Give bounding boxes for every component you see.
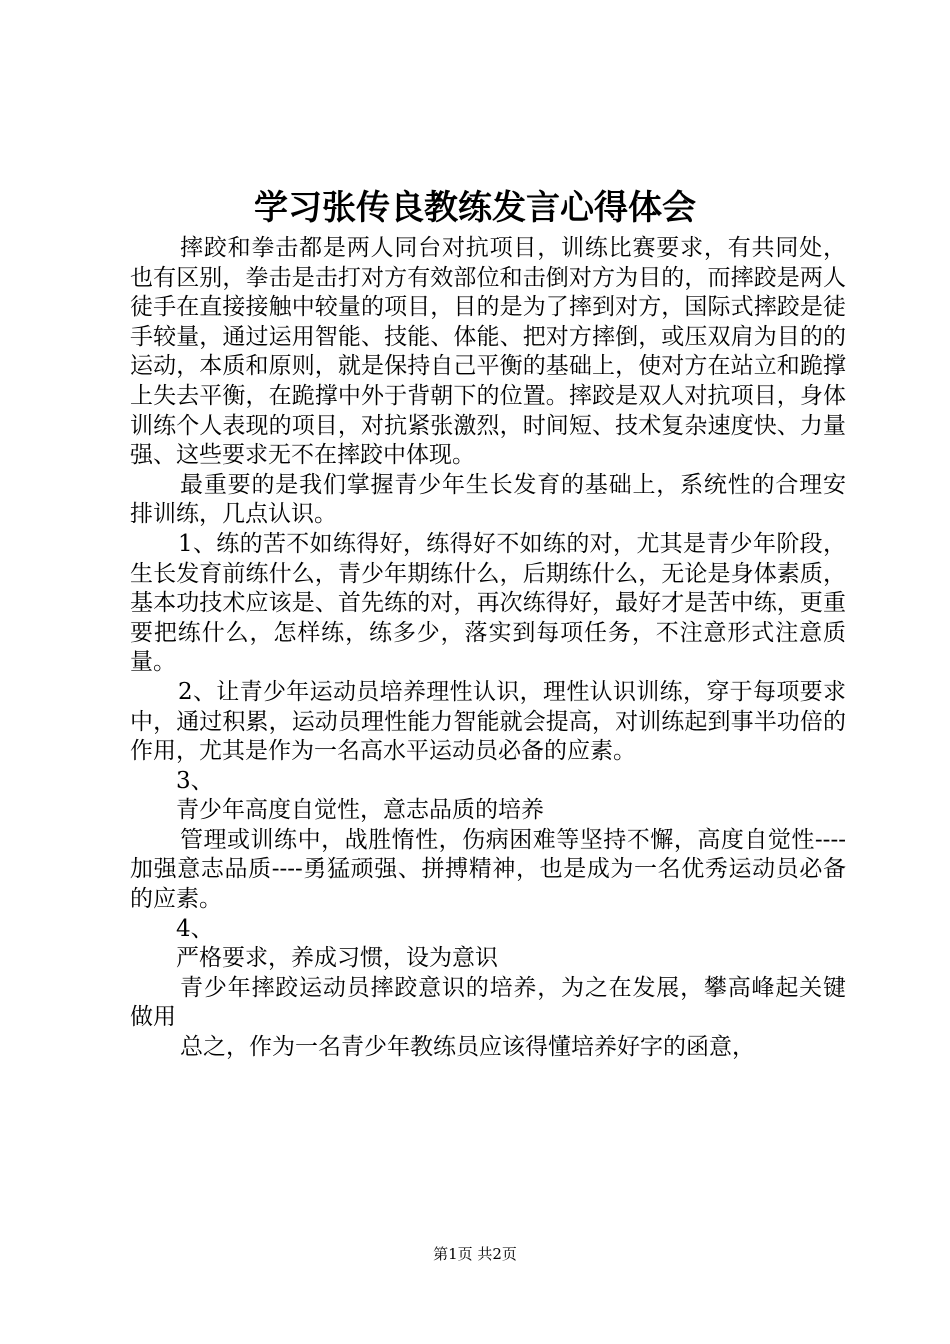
paragraph-item-4-body: 青少年摔跤运动员摔跤意识的培养，为之在发展，攀高峰起关键做用 xyxy=(130,974,846,1031)
paragraph-item-1: 1、练的苦不如练得好，练得好不如练的对，尤其是青少年阶段，生长发育前练什么，青少年期练什么，后期练什么，无论是身体素质，基本功技术应该是、首先练的对，再次练得好，最好才是苦中练，更重要把练什么，怎样练，练多少，落实到每项任务，不注意形式注意质量。 xyxy=(130,530,846,676)
document-body xyxy=(130,234,846,1063)
paragraph-item-3-heading: 青少年高度自觉性，意志品质的培养 xyxy=(176,797,544,824)
paragraph-intro: 摔跤和拳击都是两人同台对抗项目，训练比赛要求，有共同处，也有区别，拳击是击打对方有效部位和击倒对方为目的，而摔跤是两人徒手在直接接触中较量的项目，目的是为了摔到对方，国际式摔跤是徒手较量，通过运用智能、技能、体能、把对方摔倒，或压双肩为目的的运动，本质和原则，就是保持自己平衡的基础上，使对方在站立和跪撑上失去平衡，在跪撑中外于背朝下的位置。摔跤是双人对抗项目，身体训练个人表现的项目，对抗紧张激烈，时间短、技术复杂速度快、力量强、这些要求无不在摔跤中体现。 xyxy=(130,235,846,469)
paragraph-conclusion: 总之，作为一名青少年教练员应该得懂培养好字的函意， xyxy=(180,1034,755,1061)
paragraph-key-point: 最重要的是我们掌握青少年生长发育的基础上，系统性的合理安排训练，几点认识。 xyxy=(130,471,846,528)
page-footer: 第1页 共2页 xyxy=(433,1245,517,1263)
paragraph-item-2: 2、让青少年运动员培养理性认识，理性认识训练，穿于每项要求中，通过积累，运动员理性能力智能就会提高，对训练起到事半功倍的作用，尤其是作为一名高水平运动员必备的应素。 xyxy=(130,678,846,765)
paragraph-item-3-body: 管理或训练中，战胜惰性，伤病困难等坚持不懈，高度自觉性----加强意志品质----勇猛顽强、拼搏精神，也是成为一名优秀运动员必备的应素。 xyxy=(130,826,846,913)
paragraph-item-4-number: 4、 xyxy=(176,915,214,942)
document-title: 学习张传良教练发言心得体会 xyxy=(254,188,696,228)
paragraph-item-4-heading: 严格要求，养成习惯，设为意识 xyxy=(176,945,498,972)
paragraph-item-3-number: 3、 xyxy=(176,767,214,794)
